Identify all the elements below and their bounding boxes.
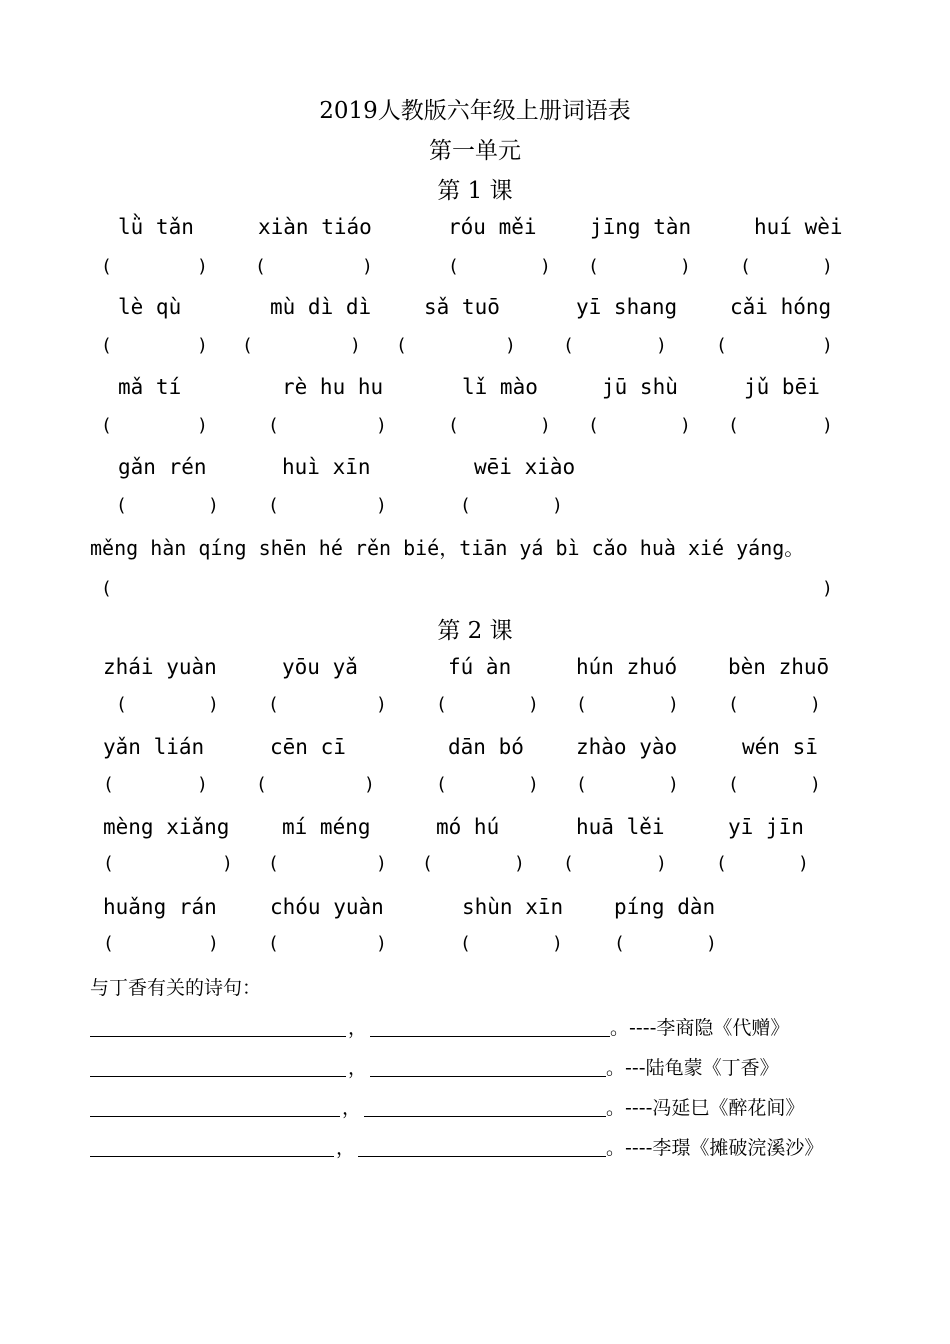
- answer-paren-close: ): [798, 853, 809, 874]
- pinyin-word: fú àn: [448, 655, 512, 679]
- answer-paren-open: (: [396, 335, 407, 356]
- pinyin-word: rè hu hu: [282, 375, 384, 399]
- answer-paren-open: (: [728, 415, 739, 436]
- answer-paren-open: (: [716, 853, 727, 874]
- answer-paren-close: ): [680, 256, 691, 277]
- answer-paren-open: (: [101, 415, 112, 436]
- answer-paren-close: ): [668, 694, 679, 715]
- answer-paren-open: (: [460, 933, 471, 954]
- answer-paren-open: (: [116, 495, 127, 516]
- pinyin-word: chóu yuàn: [270, 895, 384, 919]
- pinyin-word: yī jīn: [728, 815, 804, 839]
- answer-paren-close: ): [668, 774, 679, 795]
- answer-blank[interactable]: [90, 1076, 346, 1077]
- pinyin-word: xiàn tiáo: [258, 215, 372, 239]
- pinyin-word: yōu yǎ: [282, 655, 358, 679]
- pinyin-word: lǜ tǎn: [118, 215, 194, 239]
- poem-source: 。----冯延巳《醉花间》: [606, 1097, 805, 1119]
- sentence-answer-open: (: [101, 578, 112, 599]
- unit-heading: 第一单元: [429, 138, 521, 164]
- poem-source: 。----李商隐《代赠》: [610, 1017, 790, 1039]
- answer-paren-close: ): [552, 933, 563, 954]
- answer-paren-open: (: [728, 694, 739, 715]
- pinyin-word: yǎn lián: [103, 735, 205, 759]
- pinyin-word: zhái yuàn: [103, 655, 217, 679]
- answer-paren-close: ): [350, 335, 361, 356]
- answer-paren-close: ): [552, 495, 563, 516]
- pinyin-word: wēi xiào: [474, 455, 576, 479]
- answer-paren-close: ): [810, 694, 821, 715]
- pinyin-word: sǎ tuō: [424, 295, 500, 319]
- pinyin-word: lè qù: [118, 295, 182, 319]
- answer-blank[interactable]: [90, 1036, 346, 1037]
- answer-paren-open: (: [588, 256, 599, 277]
- pinyin-word: mí méng: [282, 815, 371, 839]
- answer-paren-close: ): [208, 495, 219, 516]
- pinyin-word: huǎng rán: [103, 895, 217, 919]
- answer-paren-close: ): [376, 694, 387, 715]
- answer-paren-open: (: [116, 694, 127, 715]
- answer-paren-close: ): [528, 694, 539, 715]
- pinyin-word: jǔ bēi: [744, 375, 820, 399]
- pinyin-word: píng dàn: [614, 895, 716, 919]
- answer-paren-close: ): [197, 415, 208, 436]
- answer-paren-close: ): [822, 415, 833, 436]
- answer-paren-open: (: [588, 415, 599, 436]
- answer-paren-open: (: [255, 256, 266, 277]
- answer-paren-close: ): [505, 335, 516, 356]
- pinyin-word: cǎi hóng: [730, 295, 832, 319]
- answer-paren-close: ): [197, 335, 208, 356]
- answer-paren-open: (: [103, 933, 114, 954]
- pinyin-word: bèn zhuō: [728, 655, 830, 679]
- pinyin-word: mó hú: [436, 815, 500, 839]
- answer-paren-close: ): [540, 415, 551, 436]
- answer-paren-open: (: [563, 335, 574, 356]
- answer-paren-open: (: [576, 774, 587, 795]
- answer-paren-open: (: [460, 495, 471, 516]
- answer-paren-close: ): [364, 774, 375, 795]
- answer-paren-open: (: [101, 335, 112, 356]
- pinyin-word: gǎn rén: [118, 455, 207, 479]
- answer-paren-close: ): [822, 335, 833, 356]
- answer-paren-close: ): [376, 853, 387, 874]
- answer-paren-open: (: [716, 335, 727, 356]
- comma: ，: [348, 1017, 368, 1039]
- pinyin-word: jū shù: [602, 375, 678, 399]
- answer-paren-open: (: [103, 853, 114, 874]
- answer-paren-open: (: [448, 256, 459, 277]
- answer-paren-close: ): [656, 853, 667, 874]
- pinyin-word: mèng xiǎng: [103, 815, 230, 839]
- answer-paren-open: (: [436, 694, 447, 715]
- poem-source: 。----李璟《摊破浣溪沙》: [606, 1137, 824, 1159]
- pinyin-word: huì xīn: [282, 455, 371, 479]
- answer-paren-close: ): [376, 933, 387, 954]
- sentence-answer-close: ): [822, 578, 833, 599]
- answer-paren-close: ): [222, 853, 233, 874]
- pinyin-word: lǐ mào: [462, 375, 538, 399]
- answer-paren-close: ): [528, 774, 539, 795]
- answer-paren-open: (: [614, 933, 625, 954]
- comma: ，: [348, 1057, 368, 1079]
- answer-paren-close: ): [197, 774, 208, 795]
- answer-paren-open: (: [101, 256, 112, 277]
- pinyin-word: róu měi: [448, 215, 537, 239]
- lesson-2-heading: 第 2 课: [437, 618, 513, 644]
- answer-paren-close: ): [706, 933, 717, 954]
- page-title: 2019人教版六年级上册词语表: [319, 98, 631, 124]
- pinyin-word: zhào yào: [576, 735, 678, 759]
- answer-paren-open: (: [422, 853, 433, 874]
- pinyin-word: huí wèi: [754, 215, 843, 239]
- poem-section-heading: 与丁香有关的诗句：: [90, 977, 262, 999]
- pinyin-word: dān bó: [448, 735, 524, 759]
- pinyin-word: jīng tàn: [590, 215, 692, 239]
- answer-paren-open: (: [740, 256, 751, 277]
- poem-source: 。---陆龟蒙《丁香》: [606, 1057, 779, 1079]
- pinyin-word: mǎ tí: [118, 375, 182, 399]
- answer-blank[interactable]: [370, 1076, 606, 1077]
- answer-blank[interactable]: [90, 1156, 334, 1157]
- answer-blank[interactable]: [90, 1116, 340, 1117]
- answer-paren-close: ): [197, 256, 208, 277]
- answer-paren-close: ): [376, 495, 387, 516]
- answer-paren-open: (: [436, 774, 447, 795]
- answer-blank[interactable]: [358, 1156, 606, 1157]
- answer-paren-close: ): [208, 933, 219, 954]
- answer-blank[interactable]: [370, 1036, 610, 1037]
- answer-paren-open: (: [268, 495, 279, 516]
- answer-paren-open: (: [728, 774, 739, 795]
- answer-paren-close: ): [540, 256, 551, 277]
- answer-paren-close: ): [656, 335, 667, 356]
- answer-paren-open: (: [268, 933, 279, 954]
- answer-paren-close: ): [810, 774, 821, 795]
- comma: ，: [336, 1137, 356, 1159]
- answer-paren-close: ): [514, 853, 525, 874]
- answer-paren-close: ): [680, 415, 691, 436]
- answer-paren-open: (: [448, 415, 459, 436]
- answer-paren-open: (: [563, 853, 574, 874]
- pinyin-word: yī shang: [576, 295, 678, 319]
- pinyin-word: hún zhuó: [576, 655, 678, 679]
- answer-paren-open: (: [576, 694, 587, 715]
- lesson-1-heading: 第 1 课: [437, 178, 513, 204]
- pinyin-word: wén sī: [742, 735, 818, 759]
- answer-paren-open: (: [256, 774, 267, 795]
- pinyin-word: mù dì dì: [270, 295, 372, 319]
- pinyin-word: cēn cī: [270, 735, 346, 759]
- answer-paren-open: (: [242, 335, 253, 356]
- answer-paren-close: ): [208, 694, 219, 715]
- comma: ，: [342, 1097, 362, 1119]
- pinyin-word: huā lěi: [576, 815, 665, 839]
- answer-paren-close: ): [376, 415, 387, 436]
- answer-paren-close: ): [362, 256, 373, 277]
- answer-blank[interactable]: [364, 1116, 606, 1117]
- answer-paren-open: (: [268, 415, 279, 436]
- answer-paren-open: (: [103, 774, 114, 795]
- answer-paren-close: ): [822, 256, 833, 277]
- lesson-1-sentence: měng hàn qíng shēn hé rěn bié，tiān yá bì cǎo huà xié yáng。: [90, 536, 805, 560]
- answer-paren-open: (: [268, 694, 279, 715]
- pinyin-word: shùn xīn: [462, 895, 564, 919]
- answer-paren-open: (: [268, 853, 279, 874]
